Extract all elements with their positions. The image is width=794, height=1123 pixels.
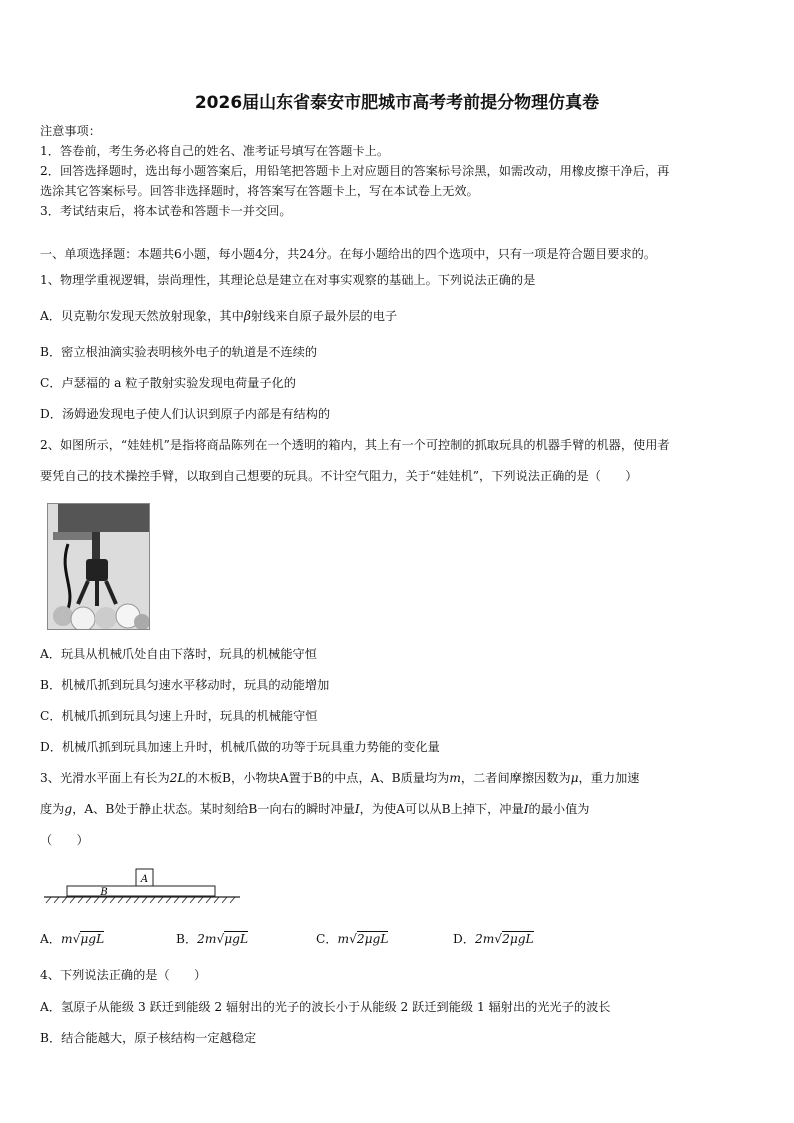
q2-option-a: A．玩具从机械爪处自由下落时，玩具的机械能守恒	[40, 647, 317, 661]
q1-option-d: D．汤姆逊发现电子使人们认识到原子内部是有结构的	[40, 407, 331, 421]
ground-hatch	[46, 897, 235, 903]
notice-item-2-line-1: 2．回答选择题时，选出每小题答案后，用铅笔把答题卡上对应题目的答案标号涂黑，如需改动，用橡皮擦干净后，再	[40, 164, 670, 178]
section-heading: 一、单项选择题：本题共6小题，每小题4分，共24分。在每小题给出的四个选项中，只有一项是符合题目要求的。	[40, 247, 657, 261]
q2-option-b: B．机械爪抓到玩具匀速水平移动时，玩具的动能增加	[40, 678, 330, 692]
q4-option-a: A．氢原子从能级 3 跃迁到能级 2 辐射出的光子的波长小于从能级 2 跃迁到能级 1 辐射出的光光子的波长	[40, 1000, 611, 1014]
q1-option-a-pre: A．贝克勒尔发现天然放射现象，其中	[40, 309, 244, 323]
q4-stem: 4、下列说法正确的是（ ）	[40, 968, 207, 982]
option-coefficient: m	[61, 932, 73, 946]
notice-item-3: 3．考试结束后，将本试卷和答题卡一并交回。	[40, 204, 292, 218]
q3-answer-paren: （ ）	[40, 833, 89, 847]
option-label: C．	[316, 932, 338, 946]
q1-stem: 1、物理学重视逻辑，崇尚理性，其理论总是建立在对事实观察的基础上。下列说法正确的是	[40, 273, 536, 287]
q4-option-b: B．结合能越大，原子核结构一定越稳定	[40, 1031, 257, 1045]
sqrt-sign: √	[72, 932, 81, 946]
symbol-2L: 2L	[169, 771, 186, 785]
q1-option-a	[40, 308, 397, 324]
option-coefficient: 2m	[197, 932, 217, 946]
notice-item-2-line-2: 选涂其它答案标号。回答非选择题时，将答案写在答题卡上，写在本试卷上无效。	[40, 184, 479, 198]
q2-stem-line-1: 2、如图所示，“娃娃机”是指将商品陈列在一个透明的箱内，其上有一个可控制的抓取玩具的机器手臂的机器，使用者	[40, 438, 670, 452]
q3-text: ，为使A可以从B上掉下，冲量	[359, 802, 524, 816]
radicand: 2μgL	[356, 932, 389, 946]
sqrt-sign: √	[349, 932, 357, 946]
sqrt-sign: √	[216, 932, 225, 946]
option-label: B．	[176, 932, 198, 946]
symbol-g: g	[64, 802, 73, 816]
symbol-I: I	[523, 802, 529, 816]
notice-item-1: 1．答卷前，考生务必将自己的姓名、准考证号填写在答题卡上。	[40, 144, 390, 158]
sqrt-sign: √	[494, 932, 503, 946]
q2-stem-line-2: 要凭自己的技术操控手臂，以取到自己想要的玩具。不计空气阻力，关于“娃娃机”，下列说法正确的是（ ）	[40, 469, 638, 483]
q3-text: 度为	[40, 802, 65, 816]
option-label: A．	[40, 932, 61, 946]
q3-text: ，二者间摩擦因数为	[460, 771, 571, 785]
plank-b-label: B	[100, 887, 108, 898]
q1-option-b: B．密立根油滴实验表明核外电子的轨道是不连续的	[40, 345, 318, 359]
q3-text: 3、光滑水平面上有长为	[40, 771, 170, 785]
radicand: μgL	[224, 932, 249, 946]
q3-option-c	[316, 931, 388, 947]
notice-heading: 注意事项：	[40, 124, 101, 138]
claw-machine-illustration	[48, 504, 149, 629]
claw-machine-photo	[47, 503, 150, 630]
q3-option-a	[40, 931, 104, 947]
radicand: 2μgL	[502, 932, 534, 946]
page-title: 2026届山东省泰安市肥城市高考考前提分物理仿真卷	[194, 93, 600, 113]
q3-text: 的最小值为	[528, 802, 590, 816]
plank-block-svg	[42, 866, 242, 906]
option-coefficient: 2m	[474, 932, 495, 946]
option-label: D．	[453, 932, 475, 946]
q3-option-b	[176, 931, 248, 947]
q3-text: 的木板B，小物块A置于B的中点，A、B质量均为	[185, 771, 450, 785]
q2-option-c: C．机械爪抓到玩具匀速上升时，玩具的机械能守恒	[40, 709, 318, 723]
option-coefficient: m	[337, 932, 350, 946]
q3-option-d	[453, 931, 534, 947]
symbol-m: m	[449, 771, 461, 785]
block-a-label: A	[140, 874, 149, 885]
plank-block-diagram	[42, 866, 242, 906]
q3-stem-line-1	[40, 770, 639, 786]
q3-stem-line-2	[40, 801, 589, 817]
plank-b	[67, 886, 215, 896]
symbol-I: I	[354, 802, 360, 816]
beta-symbol: β	[243, 309, 251, 323]
q3-text: ，A、B处于静止状态。某时刻给B一向右的瞬时冲量	[72, 802, 355, 816]
q1-option-c: C．卢瑟福的 a 粒子散射实验发现电荷量子化的	[40, 376, 296, 390]
symbol-mu: μ	[570, 771, 579, 785]
q3-text: ，重力加速	[578, 771, 640, 785]
radicand: μgL	[80, 932, 105, 946]
q2-option-d: D．机械爪抓到玩具加速上升时，机械爪做的功等于玩具重力势能的变化量	[40, 740, 440, 754]
q1-option-a-post: 射线来自原子最外层的电子	[250, 309, 398, 323]
